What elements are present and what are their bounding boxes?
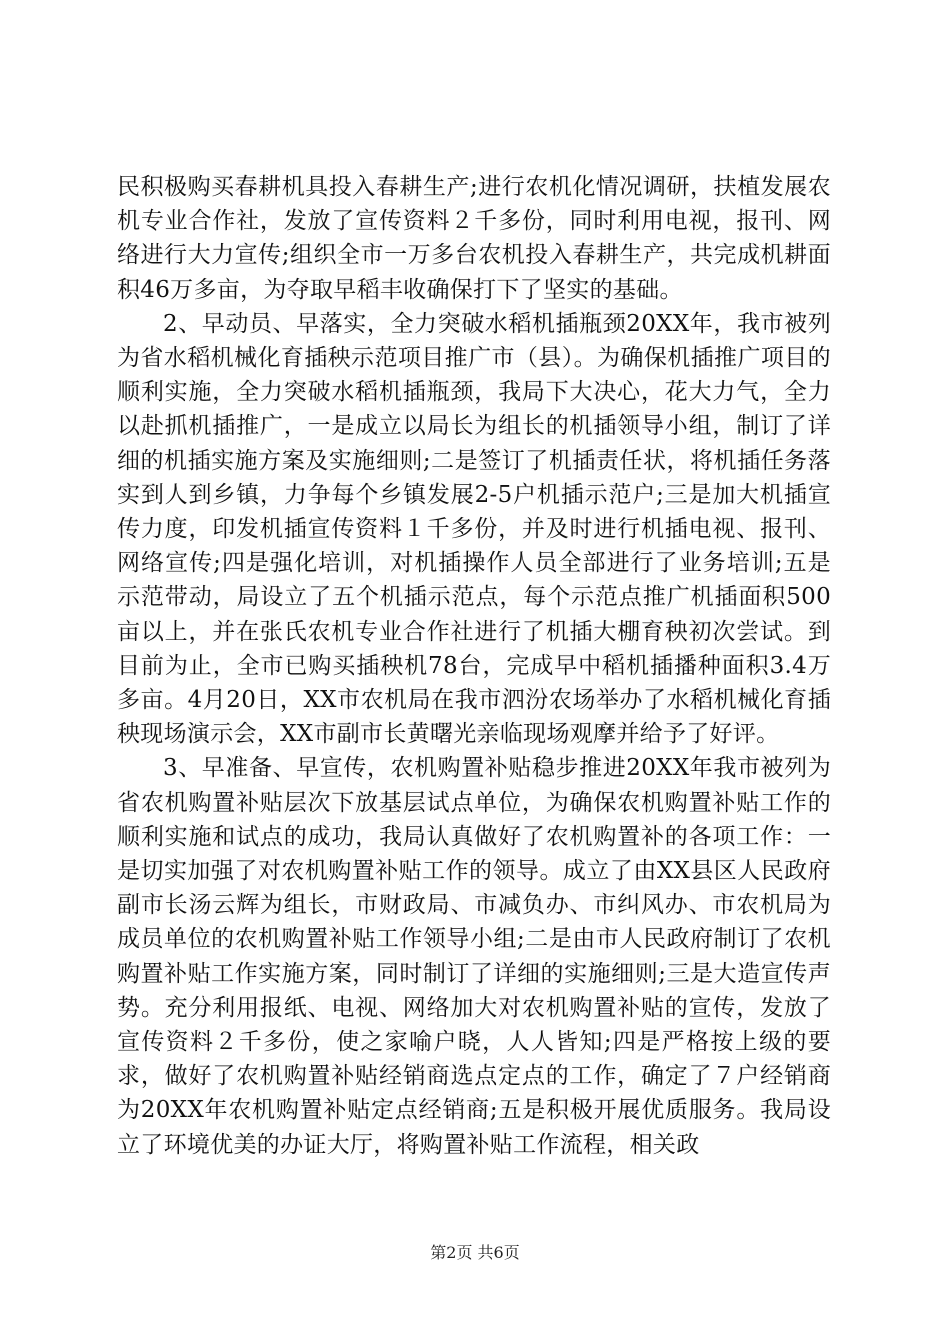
paragraph-3: 3、早准备、早宣传，农机购置补贴稳步推进20XX年我市被列为省农机购置补贴层次下放基层试点单位，为确保农机购置补贴工作的顺利实施和试点的成功，我局认真做好了农机购置补的各项工作：一是切实加强了对农机购置补贴工作的领导。成立了由XX县区人民政府副市长汤云辉为组长，市财政局、市减负办、市纠风办、市农机局为成员单位的农机购置补贴工作领导小组;二是由市人民政府制订了农机购置补贴工作实施方案，同时制订了详细的实施细则;三是大造宣传声势。充分利用报纸、电视、网络加大对农机购置补贴的宣传，发放了宣传资料２千多份，使之家喻户晓，人人皆知;四是严格按上级的要求，做好了农机购置补贴经销商选点定点的工作，确定了７户经销商为20XX年农机购置补贴定点经销商;五是积极开展优质服务。我局设立了环境优美的办证大厅，将购置补贴工作流程，相关政 — [117, 755, 831, 1158]
paragraph-2: 2、早动员、早落实，全力突破水稻机插瓶颈20XX年，我市被列为省水稻机械化育插秧示范项目推广市（县）。为确保机插推广项目的顺利实施，全力突破水稻机插瓶颈，我局下大决心，花大力气，全力以赴抓机插推广，一是成立以局长为组长的机插领导小组，制订了详细的机插实施方案及实施细则;二是签订了机插责任状，将机插任务落实到人到乡镇，力争每个乡镇发展2-5户机插示范户;三是加大机插宣传力度，印发机插宣传资料１千多份，并及时进行机插电视、报刊、网络宣传;四是强化培训，对机插操作人员全部进行了业务培训;五是示范带动，局设立了五个机插示范点，每个示范点推广机插面积500亩以上，并在张氏农机专业合作社进行了机插大棚育秧初次尝试。到目前为止，全市已购买插秧机78台，完成早中稻机插播种面积3.4万多亩。4月20日，XX市农机局在我市泗汾农场举办了水稻机械化育插秧现场演示会，XX市副市长黄曙光亲临现场观摩并给予了好评。 — [117, 310, 831, 748]
page-number-footer: 第2页 共6页 — [430, 1243, 520, 1262]
paragraph-1: 民积极购买春耕机具投入春耕生产;进行农机化情况调研，扶植发展农机专业合作社，发放了宣传资料２千多份，同时利用电视，报刊、网络进行大力宣传;组织全市一万多台农机投入春耕生产，共完成机耕面积46万多亩，为夺取早稻丰收确保打下了坚实的基础。 — [117, 174, 831, 303]
document-body — [117, 170, 831, 1162]
